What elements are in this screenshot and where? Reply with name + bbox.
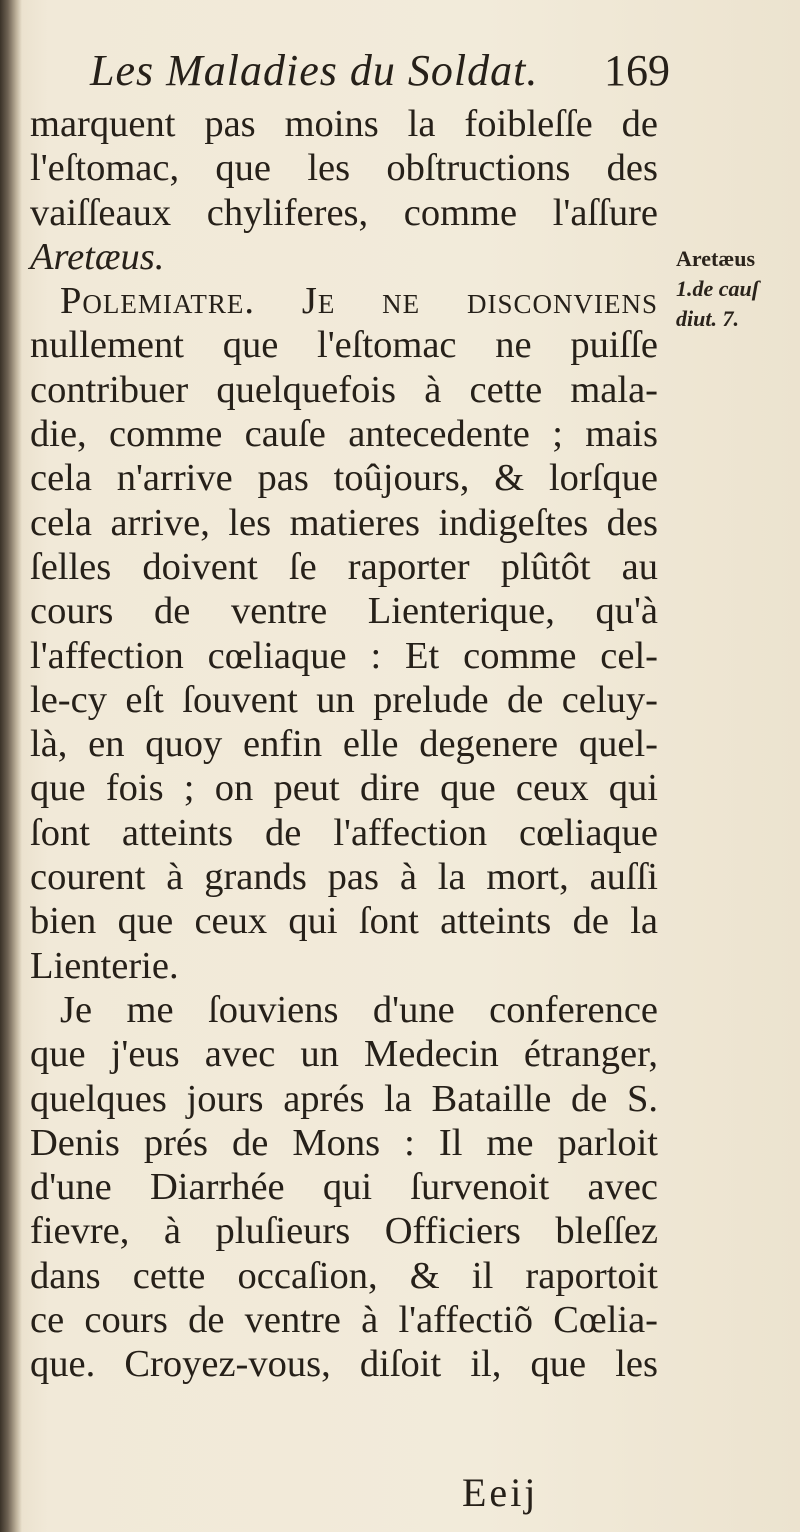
margin-note (676, 244, 794, 334)
text-line: l'eſtomac, que les obſtructions des (30, 147, 658, 190)
text-line: ce cours de ventre à l'affectiõ Cœlia- (30, 1299, 658, 1342)
text-line: ſont atteints de l'affection cœliaque (30, 811, 658, 854)
text-line: cela arrive, les matieres indigeſtes des (30, 501, 658, 544)
text-line: marquent pas moins la foibleſſe de (30, 103, 658, 145)
text-line: le-cy eſt ſouvent un prelude de celuy- (30, 678, 658, 721)
running-title: Les Maladies du Soldat. (90, 46, 539, 95)
text-line: cela n'arrive pas toûjours, & lorſque (30, 457, 658, 500)
text-line: die, comme cauſe antecedente ; mais (30, 413, 658, 456)
text-line: cours de ventre Lienterique, qu'à (30, 590, 658, 633)
text-line: Denis prés de Mons : Il me parloit (30, 1121, 658, 1164)
text-line: que fois ; on peut dire que ceux qui (30, 767, 658, 810)
text-line: Aretæus. (30, 235, 165, 278)
text-line: l'affection cœliaque : Et comme cel- (30, 634, 658, 677)
text-line: vaiſſeaux chyliferes, comme l'aſſure (30, 191, 658, 234)
text-line: que j'eus avec un Medecin étranger, (30, 1033, 658, 1076)
margin-note-line: 1.de cauſ (676, 276, 760, 301)
text-line: contribuer quelquefois à cette mala- (30, 368, 658, 411)
text-line: Je me ſouviens d'une conference (60, 988, 658, 1031)
page-number: 169 (604, 46, 670, 95)
margin-note-line: Aretæus (676, 246, 756, 271)
text-line: courent à grands pas à la mort, auſſi (30, 856, 658, 899)
signature-mark: Eeij (462, 1470, 539, 1515)
text-line: ſelles doivent ſe raporter plûtôt au (30, 545, 658, 588)
margin-note-line: diut. 7. (676, 306, 739, 331)
text-line: d'une Diarrhée qui ſurvenoit avec (30, 1166, 658, 1209)
text-line: quelques jours aprés la Bataille de S. (30, 1077, 658, 1120)
text-line: Polemiatre. Je ne diſconviens (60, 280, 658, 323)
text-line: Lienterie. (30, 944, 179, 987)
text-line: que. Croyez-vous, diſoit il, que les (30, 1343, 658, 1386)
body-text (30, 102, 658, 1387)
text-line: bien que ceux qui ſont atteints de la (30, 900, 658, 943)
text-line: dans cette occaſion, & il raportoit (30, 1254, 658, 1297)
text-line: là, en quoy enfin elle degenere quel- (30, 723, 658, 766)
page-header (90, 40, 670, 102)
book-binding-gutter (0, 0, 22, 1532)
text-line: nullement que l'eſtomac ne puiſſe (30, 324, 658, 367)
text-line: fievre, à pluſieurs Officiers bleſſez (30, 1210, 658, 1253)
